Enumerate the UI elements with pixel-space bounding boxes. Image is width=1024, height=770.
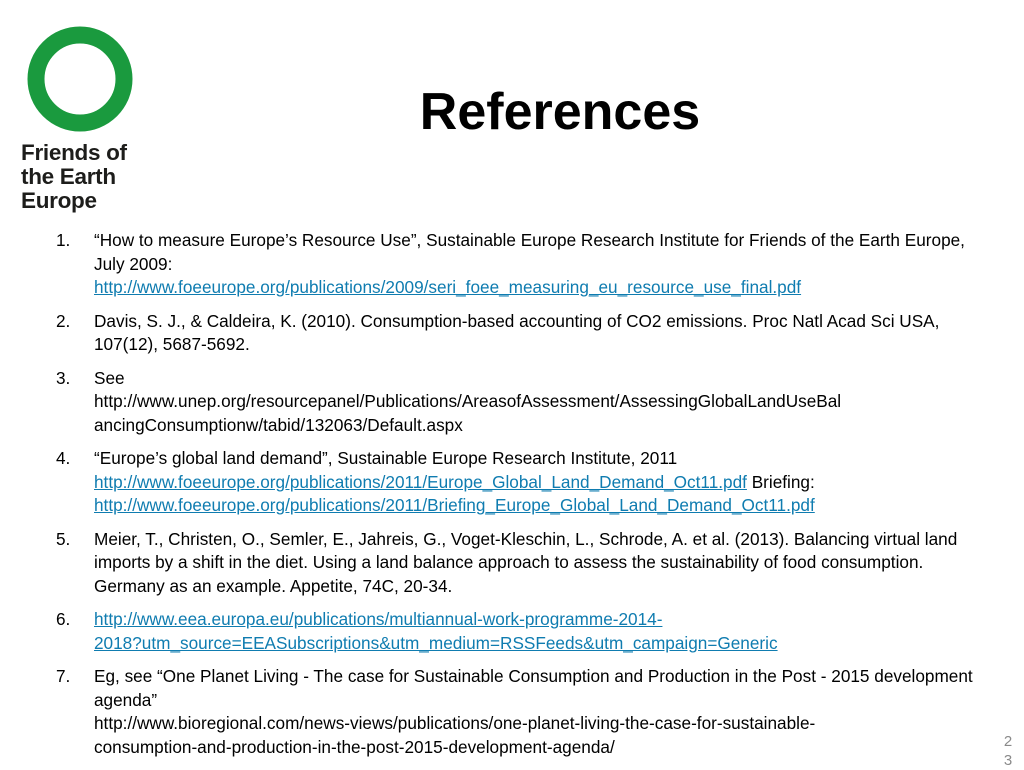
reference-text: Eg, see “One Planet Living - The case for Sustainable Consumption and Production in the Post - 2015 development agenda” bbox=[94, 666, 973, 710]
reference-text: Davis, S. J., & Caldeira, K. (2010). Consumption-based accounting of CO2 emissions. Proc Natl Acad Sci USA, 107(12), 5687-5692. bbox=[94, 310, 940, 354]
reference-text: See bbox=[94, 367, 125, 388]
reference-link[interactable]: http://www.foeeurope.org/publications/2011/Europe_Global_Land_Demand_Oct11.pdf bbox=[94, 471, 747, 492]
reference-url-text: http://www.unep.org/resourcepanel/Publications/AreasofAssessment/AssessingGlobalLandUseBal bbox=[94, 391, 842, 411]
reference-url-text: http://www.bioregional.com/news-views/publications/one-planet-living-the-case-for-sustainable- bbox=[94, 713, 816, 733]
logo-line-3: Europe bbox=[21, 188, 97, 213]
reference-item-2 bbox=[56, 310, 976, 357]
reference-item-7 bbox=[56, 665, 976, 759]
logo-line-1: Friends of bbox=[21, 140, 127, 165]
reference-number: 4. bbox=[56, 448, 71, 468]
reference-number: 5. bbox=[56, 528, 71, 549]
reference-item-3 bbox=[56, 367, 976, 438]
reference-list bbox=[56, 229, 976, 769]
reference-text: “Europe’s global land demand”, Sustainable Europe Research Institute, 2011 bbox=[94, 448, 678, 468]
reference-item-1 bbox=[56, 229, 976, 300]
reference-url-text: ancingConsumptionw/tabid/132063/Default.aspx bbox=[94, 414, 463, 435]
reference-text: Briefing: bbox=[751, 471, 815, 492]
reference-number: 2. bbox=[56, 310, 71, 331]
reference-number: 6. bbox=[56, 609, 71, 629]
green-ring-icon bbox=[26, 25, 134, 133]
reference-link[interactable]: 2018?utm_source=EEASubscriptions&utm_medium=RSSFeeds&utm_campaign=Generic bbox=[94, 632, 778, 653]
reference-text: Meier, T., Christen, O., Semler, E., Jahreis, G., Voget-Kleschin, L., Schrode, A. et al. (2013). Balancing virtual land imports by a shift in the diet. Using a land balance approach to assess the sustainability of food consumption. Germany as an example. Appetite, 74C, 20-34. bbox=[94, 528, 958, 596]
reference-number: 1. bbox=[56, 230, 71, 250]
reference-link[interactable]: http://www.foeeurope.org/publications/2009/seri_foee_measuring_eu_resource_use_final.pdf bbox=[94, 277, 802, 297]
reference-item-4 bbox=[56, 447, 976, 518]
slide-number-digit: 3 bbox=[1003, 752, 1013, 769]
logo-line-2: the Earth bbox=[21, 164, 116, 189]
slide-number-digit: 2 bbox=[1003, 733, 1013, 750]
logo-wordmark bbox=[21, 141, 127, 213]
slide-title: References bbox=[419, 83, 701, 141]
reference-link[interactable]: http://www.eea.europa.eu/publications/multiannual-work-programme-2014- bbox=[94, 609, 663, 629]
slide-number bbox=[998, 732, 1018, 770]
reference-text: “How to measure Europe’s Resource Use”, Sustainable Europe Research Institute for Friends of the Earth Europe, July 2009: bbox=[94, 230, 965, 274]
reference-url-text: consumption-and-production-in-the-post-2015-development-agenda/ bbox=[94, 736, 615, 757]
reference-item-5 bbox=[56, 528, 976, 599]
reference-item-6 bbox=[56, 608, 976, 655]
reference-link[interactable]: http://www.foeeurope.org/publications/2011/Briefing_Europe_Global_Land_Demand_Oct11.pdf bbox=[94, 495, 815, 515]
reference-number: 7. bbox=[56, 666, 71, 686]
reference-number: 3. bbox=[56, 367, 71, 388]
friends-of-the-earth-europe-logo bbox=[18, 20, 146, 216]
